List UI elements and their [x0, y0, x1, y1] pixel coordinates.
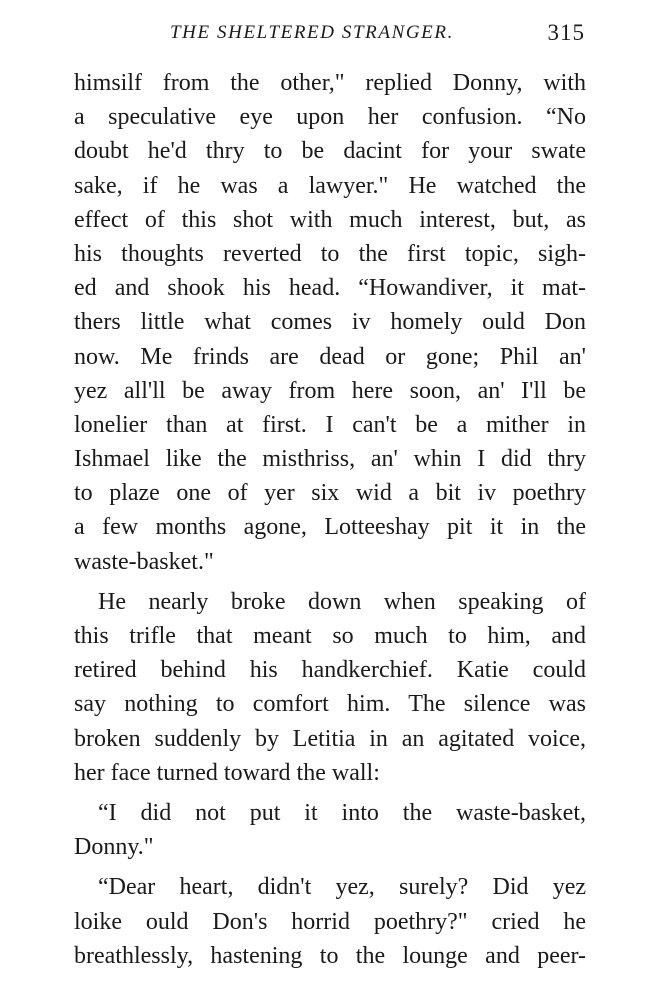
text-line: doubt he'd thry to be dacint for your swate [74, 138, 586, 165]
text-line: retired behind his handkerchief. Katie could [74, 657, 586, 684]
text-line: waste-basket." [74, 548, 214, 575]
paragraph-4 [74, 870, 586, 973]
text-line: thers little what comes iv homely ould Don [74, 309, 586, 336]
running-title: THE SHELTERED STRANGER. [170, 22, 454, 43]
text-line: her face turned toward the wall: [74, 759, 380, 786]
text-line: lonelier than at first. I can't be a mither in [74, 411, 586, 438]
body-text [74, 66, 586, 973]
text-line: his thoughts reverted to the first topic, sigh- [74, 240, 586, 267]
text-line: say nothing to comfort him. The silence was [74, 691, 586, 718]
text-line: this trifle that meant so much to him, and [74, 623, 586, 649]
text-line: broken suddenly by Letitia in an agitated voice, [74, 725, 586, 752]
text-line: to plaze one of yer six wid a bit iv poethry [74, 480, 586, 507]
text-line: Ishmael like the misthriss, an' whin I did thry [74, 446, 586, 473]
text-line: “Dear heart, didn't yez, surely? Did yez [98, 874, 586, 901]
text-line: sake, if he was a lawyer." He watched the [74, 172, 586, 199]
text-line: a speculative eye upon her confusion. “No [74, 104, 586, 131]
paragraph-2 [74, 585, 586, 790]
text-line: himsilf from the other," replied Donny, with [74, 70, 586, 96]
paragraph-3 [74, 796, 586, 864]
text-line: “I did not put it into the waste-basket, [98, 799, 586, 826]
text-line: Donny." [74, 834, 154, 861]
text-line: ed and shook his head. “Howandiver, it mat- [74, 275, 586, 302]
text-line: He nearly broke down when speaking of [98, 588, 586, 615]
text-line: yez all'll be away from here soon, an' I'll be [74, 377, 586, 404]
page-number: 315 [547, 20, 585, 45]
text-line: effect of this shot with much interest, but, as [74, 206, 586, 233]
text-line: loike ould Don's horrid poethry?" cried he [74, 908, 586, 935]
text-line: breathlessly, hastening to the lounge and peer- [74, 942, 586, 969]
text-line: now. Me frinds are dead or gone; Phil an' [74, 343, 586, 370]
paragraph-1 [74, 66, 586, 579]
running-head [74, 16, 585, 50]
text-line: a few months agone, Lotteeshay pit it in the [74, 514, 586, 541]
